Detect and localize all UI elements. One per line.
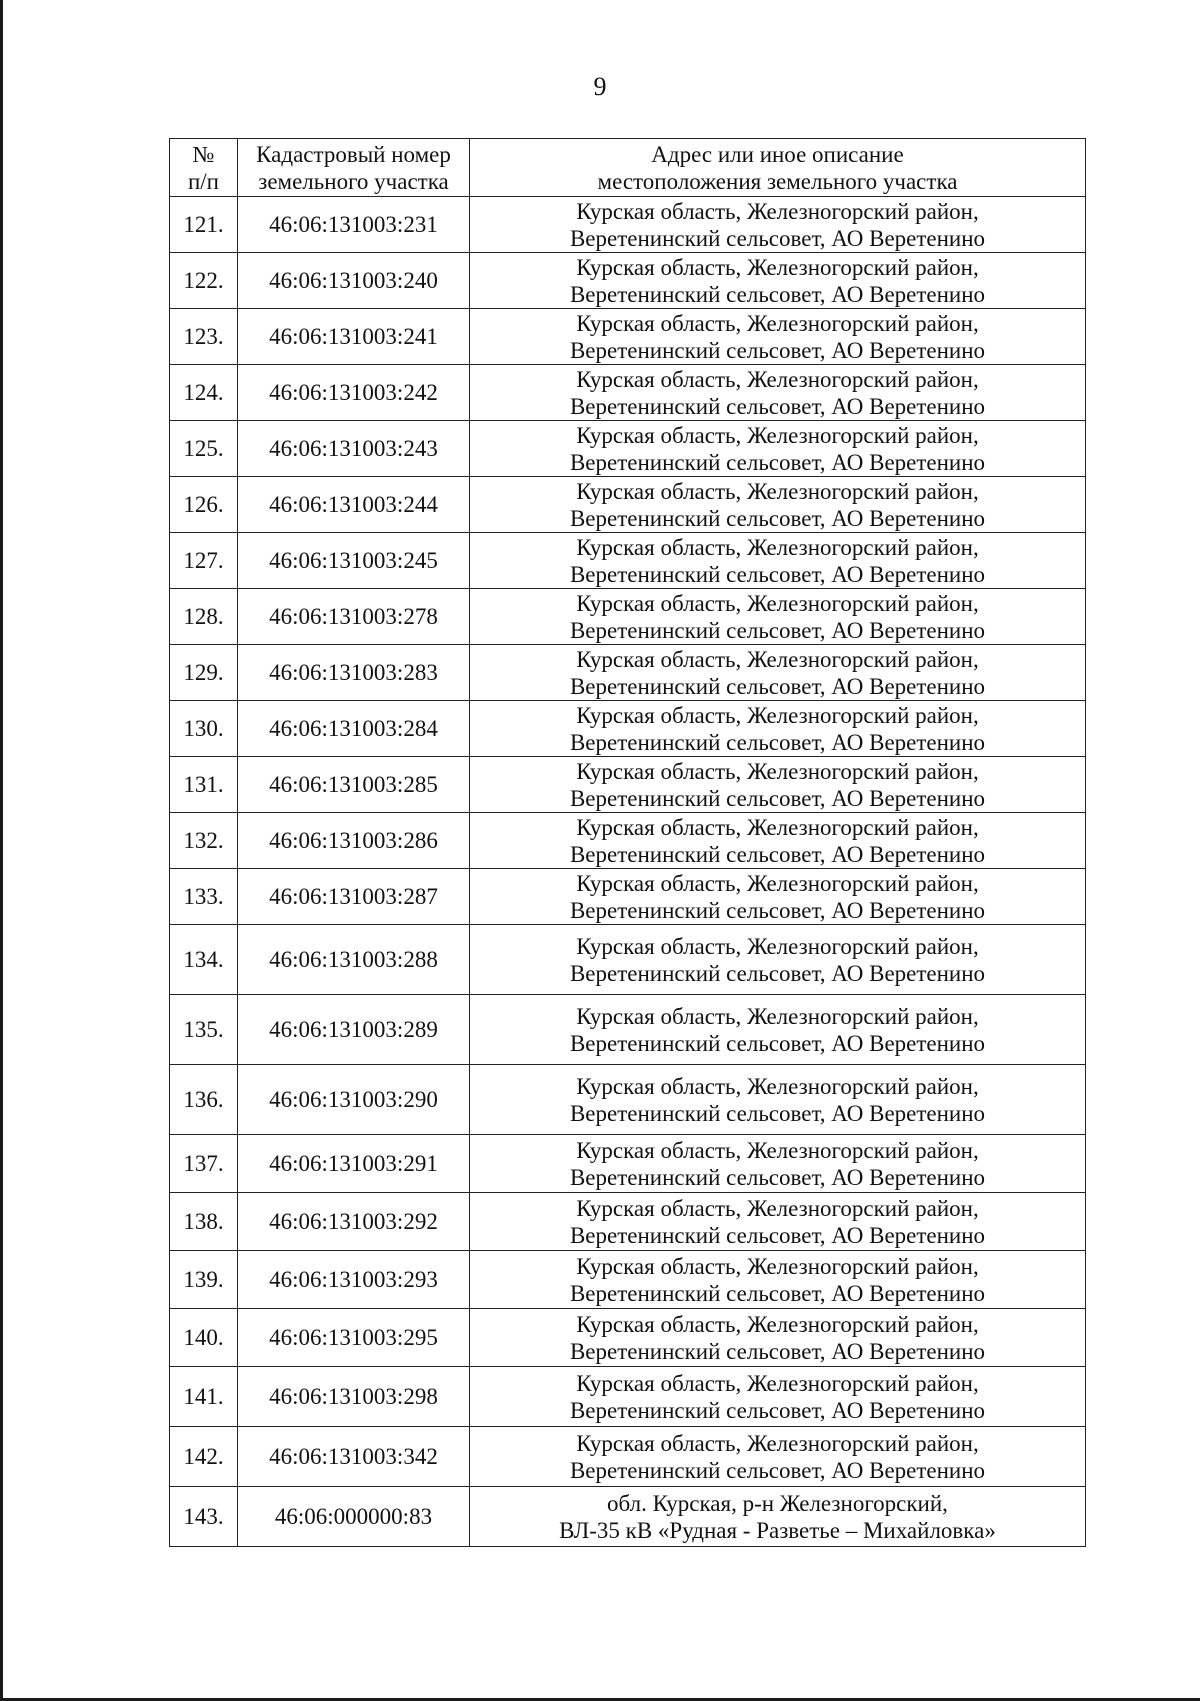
header-address-line1: Адрес или иное описание <box>651 141 904 167</box>
header-number <box>170 139 238 197</box>
cadastral-number: 46:06:131003:298 <box>238 1367 470 1427</box>
header-cadastral-line2: земельного участка <box>258 168 449 194</box>
address-line1: Курская область, Железногорский район, <box>576 1370 979 1396</box>
table-row <box>170 757 1086 813</box>
row-number: 142. <box>170 1427 238 1487</box>
address-line1: Курская область, Железногорский район, <box>576 933 979 959</box>
table-row <box>170 645 1086 701</box>
address-line1: Курская область, Железногорский район, <box>576 478 979 504</box>
cadastral-number: 46:06:131003:342 <box>238 1427 470 1487</box>
row-number: 133. <box>170 869 238 925</box>
address-cell <box>470 813 1086 869</box>
cadastral-number: 46:06:131003:288 <box>238 925 470 995</box>
address-cell <box>470 253 1086 309</box>
table-row <box>170 1251 1086 1309</box>
address-cell <box>470 365 1086 421</box>
address-cell <box>470 925 1086 995</box>
table-body <box>170 197 1086 1547</box>
row-number: 128. <box>170 589 238 645</box>
cadastral-number: 46:06:131003:283 <box>238 645 470 701</box>
address-line2: Веретенинский сельсовет, АО Веретенино <box>569 673 986 699</box>
table-row <box>170 925 1086 995</box>
cadastral-number: 46:06:000000:83 <box>238 1487 470 1547</box>
address-line1: Курская область, Железногорский район, <box>576 1430 979 1456</box>
address-line1: Курская область, Железногорский район, <box>576 1137 979 1163</box>
address-line1: Курская область, Железногорский район, <box>576 702 979 728</box>
table-row <box>170 421 1086 477</box>
row-number: 139. <box>170 1251 238 1309</box>
header-cadastral <box>238 139 470 197</box>
table-row <box>170 1065 1086 1135</box>
row-number: 143. <box>170 1487 238 1547</box>
address-line1: Курская область, Железногорский район, <box>576 646 979 672</box>
table-row <box>170 365 1086 421</box>
address-cell <box>470 477 1086 533</box>
cadastral-number: 46:06:131003:293 <box>238 1251 470 1309</box>
address-cell <box>470 197 1086 253</box>
address-line2: Веретенинский сельсовет, АО Веретенино <box>569 561 986 587</box>
cadastral-number: 46:06:131003:287 <box>238 869 470 925</box>
table-row <box>170 589 1086 645</box>
row-number: 130. <box>170 701 238 757</box>
address-line2: Веретенинский сельсовет, АО Веретенино <box>569 337 986 363</box>
address-cell <box>470 757 1086 813</box>
row-number: 126. <box>170 477 238 533</box>
address-line2: Веретенинский сельсовет, АО Веретенино <box>569 729 986 755</box>
row-number: 138. <box>170 1193 238 1251</box>
row-number: 123. <box>170 309 238 365</box>
cadastral-number: 46:06:131003:241 <box>238 309 470 365</box>
address-cell <box>470 995 1086 1065</box>
table-row <box>170 533 1086 589</box>
row-number: 129. <box>170 645 238 701</box>
address-cell <box>470 533 1086 589</box>
address-line2: Веретенинский сельсовет, АО Веретенино <box>569 1397 986 1423</box>
table-row <box>170 477 1086 533</box>
row-number: 124. <box>170 365 238 421</box>
address-line2: ВЛ-35 кВ «Рудная - Разветье – Михайловка» <box>559 1517 996 1543</box>
page-number: 9 <box>593 72 607 101</box>
row-number: 131. <box>170 757 238 813</box>
row-number: 121. <box>170 197 238 253</box>
address-cell <box>470 1193 1086 1251</box>
address-line2: Веретенинский сельсовет, АО Веретенино <box>569 785 986 811</box>
row-number: 122. <box>170 253 238 309</box>
address-line1: Курская область, Железногорский район, <box>576 758 979 784</box>
cadastral-number: 46:06:131003:289 <box>238 995 470 1065</box>
cadastral-number: 46:06:131003:291 <box>238 1135 470 1193</box>
address-line1: Курская область, Железногорский район, <box>576 814 979 840</box>
address-cell <box>470 1251 1086 1309</box>
cadastral-number: 46:06:131003:231 <box>238 197 470 253</box>
address-line2: Веретенинский сельсовет, АО Веретенино <box>569 1338 986 1364</box>
cadastral-number: 46:06:131003:295 <box>238 1309 470 1367</box>
cadastral-number: 46:06:131003:286 <box>238 813 470 869</box>
address-line1: обл. Курская, р-н Железногорский, <box>607 1490 948 1516</box>
address-line2: Веретенинский сельсовет, АО Веретенино <box>569 1222 986 1248</box>
address-line2: Веретенинский сельсовет, АО Веретенино <box>569 449 986 475</box>
cadastral-number: 46:06:131003:284 <box>238 701 470 757</box>
address-cell <box>470 1065 1086 1135</box>
address-line1: Курская область, Железногорский район, <box>576 310 979 336</box>
table-row <box>170 1487 1086 1547</box>
address-cell <box>470 589 1086 645</box>
table-row <box>170 701 1086 757</box>
row-number: 134. <box>170 925 238 995</box>
address-cell <box>470 1309 1086 1367</box>
address-cell <box>470 1135 1086 1193</box>
address-line2: Веретенинский сельсовет, АО Веретенино <box>569 1100 986 1126</box>
row-number: 127. <box>170 533 238 589</box>
address-line2: Веретенинский сельсовет, АО Веретенино <box>569 1280 986 1306</box>
cadastral-number: 46:06:131003:244 <box>238 477 470 533</box>
cadastral-number: 46:06:131003:292 <box>238 1193 470 1251</box>
table-row <box>170 1135 1086 1193</box>
table-row <box>170 1367 1086 1427</box>
table-row <box>170 253 1086 309</box>
row-number: 140. <box>170 1309 238 1367</box>
cadastral-number: 46:06:131003:290 <box>238 1065 470 1135</box>
address-line1: Курская область, Железногорский район, <box>576 1195 979 1221</box>
address-line1: Курская область, Железногорский район, <box>576 422 979 448</box>
table-row <box>170 197 1086 253</box>
table-row <box>170 1193 1086 1251</box>
address-line1: Курская область, Железногорский район, <box>576 1073 979 1099</box>
address-line2: Веретенинский сельсовет, АО Веретенино <box>569 393 986 419</box>
address-cell <box>470 1367 1086 1427</box>
address-line2: Веретенинский сельсовет, АО Веретенино <box>569 841 986 867</box>
table-row <box>170 309 1086 365</box>
address-line2: Веретенинский сельсовет, АО Веретенино <box>569 1457 986 1483</box>
table-row <box>170 1309 1086 1367</box>
header-address <box>470 139 1086 197</box>
cadastral-number: 46:06:131003:285 <box>238 757 470 813</box>
header-address-line2: местоположения земельного участка <box>597 168 958 194</box>
address-line2: Веретенинский сельсовет, АО Веретенино <box>569 897 986 923</box>
address-cell <box>470 309 1086 365</box>
cadastral-number: 46:06:131003:245 <box>238 533 470 589</box>
cadastral-number: 46:06:131003:278 <box>238 589 470 645</box>
address-line1: Курская область, Железногорский район, <box>576 254 979 280</box>
cadastral-number: 46:06:131003:240 <box>238 253 470 309</box>
address-line1: Курская область, Железногорский район, <box>576 1003 979 1029</box>
address-line2: Веретенинский сельсовет, АО Веретенино <box>569 960 986 986</box>
row-number: 141. <box>170 1367 238 1427</box>
table-row <box>170 813 1086 869</box>
row-number: 137. <box>170 1135 238 1193</box>
address-cell <box>470 421 1086 477</box>
address-cell <box>470 701 1086 757</box>
land-plots-table <box>169 138 1086 1547</box>
cadastral-number: 46:06:131003:243 <box>238 421 470 477</box>
address-line1: Курская область, Железногорский район, <box>576 1311 979 1337</box>
table-row <box>170 1427 1086 1487</box>
address-line2: Веретенинский сельсовет, АО Веретенино <box>569 1164 986 1190</box>
address-line1: Курская область, Железногорский район, <box>576 870 979 896</box>
address-line1: Курская область, Железногорский район, <box>576 534 979 560</box>
cadastral-number: 46:06:131003:242 <box>238 365 470 421</box>
table-row <box>170 869 1086 925</box>
address-line2: Веретенинский сельсовет, АО Веретенино <box>569 1030 986 1056</box>
table-header-row <box>170 139 1086 197</box>
address-cell <box>470 1427 1086 1487</box>
address-cell <box>470 1487 1086 1547</box>
header-cadastral-line1: Кадастровый номер <box>256 141 451 167</box>
row-number: 136. <box>170 1065 238 1135</box>
address-line2: Веретенинский сельсовет, АО Веретенино <box>569 505 986 531</box>
address-line1: Курская область, Железногорский район, <box>576 1253 979 1279</box>
row-number: 125. <box>170 421 238 477</box>
address-line1: Курская область, Железногорский район, <box>576 198 979 224</box>
table-row <box>170 995 1086 1065</box>
row-number: 132. <box>170 813 238 869</box>
address-cell <box>470 869 1086 925</box>
header-number-line1: № <box>192 141 215 167</box>
address-line2: Веретенинский сельсовет, АО Веретенино <box>569 281 986 307</box>
address-line1: Курская область, Железногорский район, <box>576 366 979 392</box>
address-line2: Веретенинский сельсовет, АО Веретенино <box>569 225 986 251</box>
scan-left-edge <box>0 0 3 1701</box>
row-number: 135. <box>170 995 238 1065</box>
header-number-line2: п/п <box>187 168 219 194</box>
address-cell <box>470 645 1086 701</box>
address-line1: Курская область, Железногорский район, <box>576 590 979 616</box>
address-line2: Веретенинский сельсовет, АО Веретенино <box>569 617 986 643</box>
